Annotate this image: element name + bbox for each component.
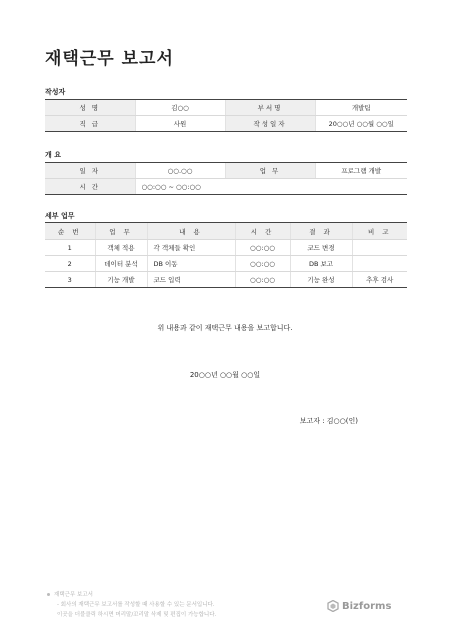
write-date-label: 작성일자: [225, 116, 315, 132]
table-cell: 추후 검사: [352, 272, 407, 288]
statement-text: 위 내용과 같이 재택근무 내용을 보고합니다.: [157, 324, 293, 332]
table-cell: 각 객체들 확인: [147, 240, 235, 256]
column-header: 비 고: [352, 223, 407, 240]
table-cell: ○○:○○: [235, 272, 290, 288]
table-row: [45, 240, 407, 256]
overview-table: [45, 162, 407, 195]
detail-table: [45, 222, 407, 288]
reporter-signature: 보고자 : 김○○(인): [299, 417, 358, 425]
logo-text: Bizforms: [342, 600, 392, 612]
document-title: 재택근무 보고서: [45, 49, 174, 69]
table-cell: [352, 240, 407, 256]
table-cell: 코드 입력: [147, 272, 235, 288]
table-cell: [352, 256, 407, 272]
rank-value: 사원: [135, 116, 225, 132]
author-table: [45, 99, 407, 132]
table-header-row: [45, 223, 407, 240]
table-cell: 2: [45, 256, 95, 272]
overview-section-label: 개 요: [45, 151, 61, 159]
table-row: [45, 116, 407, 132]
date-label: 일 자: [45, 163, 135, 179]
bullet-icon: [47, 593, 50, 596]
write-date-value: 20○○년 ○○월 ○○일: [315, 116, 407, 132]
table-cell: ○○:○○: [235, 240, 290, 256]
report-date: 20○○년 ○○월 ○○일: [189, 371, 261, 379]
detail-section-label: 세부 업무: [45, 212, 75, 220]
rank-label: 직 급: [45, 116, 135, 132]
table-row: [45, 256, 407, 272]
name-label: 성 명: [45, 100, 135, 116]
table-cell: 코드 변경: [290, 240, 352, 256]
table-row: [45, 179, 407, 195]
time-value: ○○:○○ ~ ○○:○○: [135, 179, 407, 195]
name-value: 김○○: [135, 100, 225, 116]
task-label: 업 무: [225, 163, 315, 179]
footer-line-2: 이곳을 더블클릭 하시면 머리말/꼬리말 삭제 및 편집이 가능합니다.: [57, 612, 217, 618]
table-cell: 객체 적용: [95, 240, 147, 256]
table-row: [45, 163, 407, 179]
department-label: 부서명: [225, 100, 315, 116]
column-header: 시 간: [235, 223, 290, 240]
table-cell: 기능 완성: [290, 272, 352, 288]
table-row: [45, 100, 407, 116]
footer-title: 재택근무 보고서: [54, 592, 93, 598]
table-cell: 데이터 분석: [95, 256, 147, 272]
table-cell: DB 이동: [147, 256, 235, 272]
table-cell: 1: [45, 240, 95, 256]
table-cell: DB 보고: [290, 256, 352, 272]
author-section-label: 작성자: [45, 88, 66, 96]
table-cell: ○○:○○: [235, 256, 290, 272]
bizforms-logo: [327, 600, 391, 612]
task-value: 프로그램 개발: [315, 163, 407, 179]
column-header: 내 용: [147, 223, 235, 240]
hexagon-logo-icon: [327, 600, 339, 612]
table-row: [45, 272, 407, 288]
column-header: 순 번: [45, 223, 95, 240]
date-value: ○○.○○: [135, 163, 225, 179]
time-label: 시 간: [45, 179, 135, 195]
department-value: 개발팀: [315, 100, 407, 116]
column-header: 결 과: [290, 223, 352, 240]
footer-line-1: - 회사의 재택근무 보고서를 작성할 때 사용할 수 있는 문서입니다.: [57, 602, 215, 608]
table-cell: 3: [45, 272, 95, 288]
table-cell: 기능 개발: [95, 272, 147, 288]
footer-note: [47, 590, 216, 620]
column-header: 업 무: [95, 223, 147, 240]
